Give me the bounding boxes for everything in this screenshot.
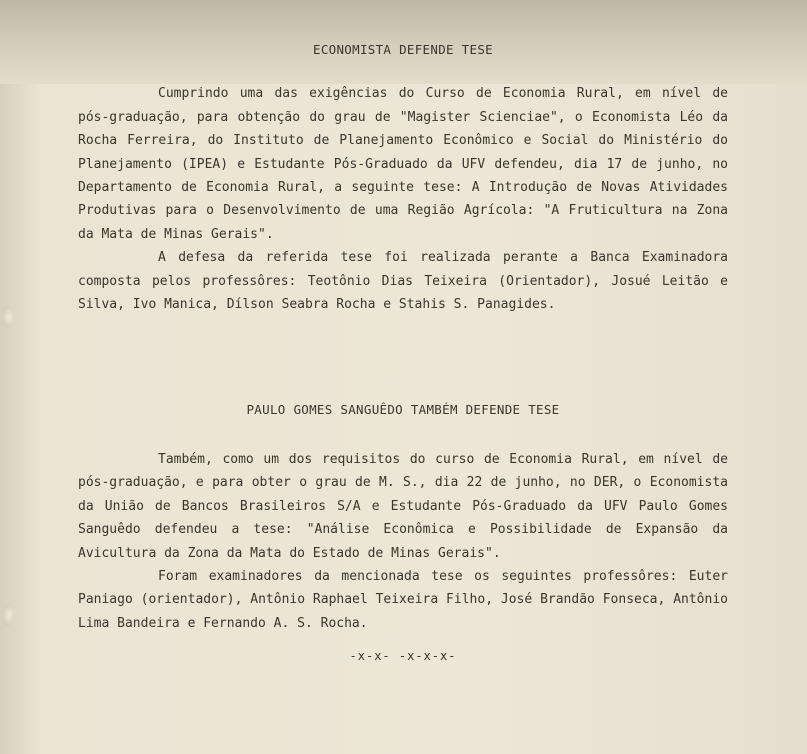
- article2-paragraph-1: Também, como um dos requisitos do curso de Economia Rural, em nível de pós-graduação, e para obter o grau de M. S., dia 22 de junho, no DER, o Economista da União de Bancos Brasileiros S/A e Estudante Pós-Graduado da UFV Paulo Gomes Sanguêdo defendeu a tese: "Análise Econômica e Possibilidade de Expansão da Avicultura da Zona da Mata do Estado de Minas Gerais".: [78, 451, 728, 561]
- article1-paragraph-1: Cumprindo uma das exigências do Curso de Economia Rural, em nível de pós-graduação, para obtenção do grau de "Magister Scienciae", o Economista Léo da Rocha Ferreira, do Instituto de Planejamento Econômico e Social do Ministério do Planejamento (IPEA) e Estudante Pós-Graduado da UFV defendeu, dia 17 de junho, no Departamento de Economia Rural, a seguinte tese: A Introdução de Novas Atividades Produtivas para o Desenvolvimento de uma Região Agrícola: "A Fruticultura na Zona da Mata de Minas Gerais".: [78, 86, 728, 242]
- separator: -x-x- -x-x-x-: [349, 649, 457, 664]
- article2-paragraph-2: Foram examinadores da mencionada tese os seguintes professôres: Euter Paniago (orientador), Antônio Raphael Teixeira Filho, José Brandão Fonseca, Antônio Lima Bandeira e Fernando A. S. Rocha.: [78, 568, 728, 631]
- punch-hole: [2, 604, 14, 626]
- article1-title: ECONOMISTA DEFENDE TESE: [313, 42, 493, 57]
- document-content: [78, 38, 728, 669]
- article2-title: PAULO GOMES SANGUÊDO TAMBÉM DEFENDE TESE: [246, 402, 560, 418]
- punch-hole: [2, 306, 14, 328]
- article1-paragraph-2: A defesa da referida tese foi realizada perante a Banca Examinadora composta pelos professôres: Teotônio Dias Teixeira (Orientador), Josué Leitão e Silva, Ivo Manica, Dílson Seabra Rocha e Stahis S. Panagides.: [78, 250, 728, 313]
